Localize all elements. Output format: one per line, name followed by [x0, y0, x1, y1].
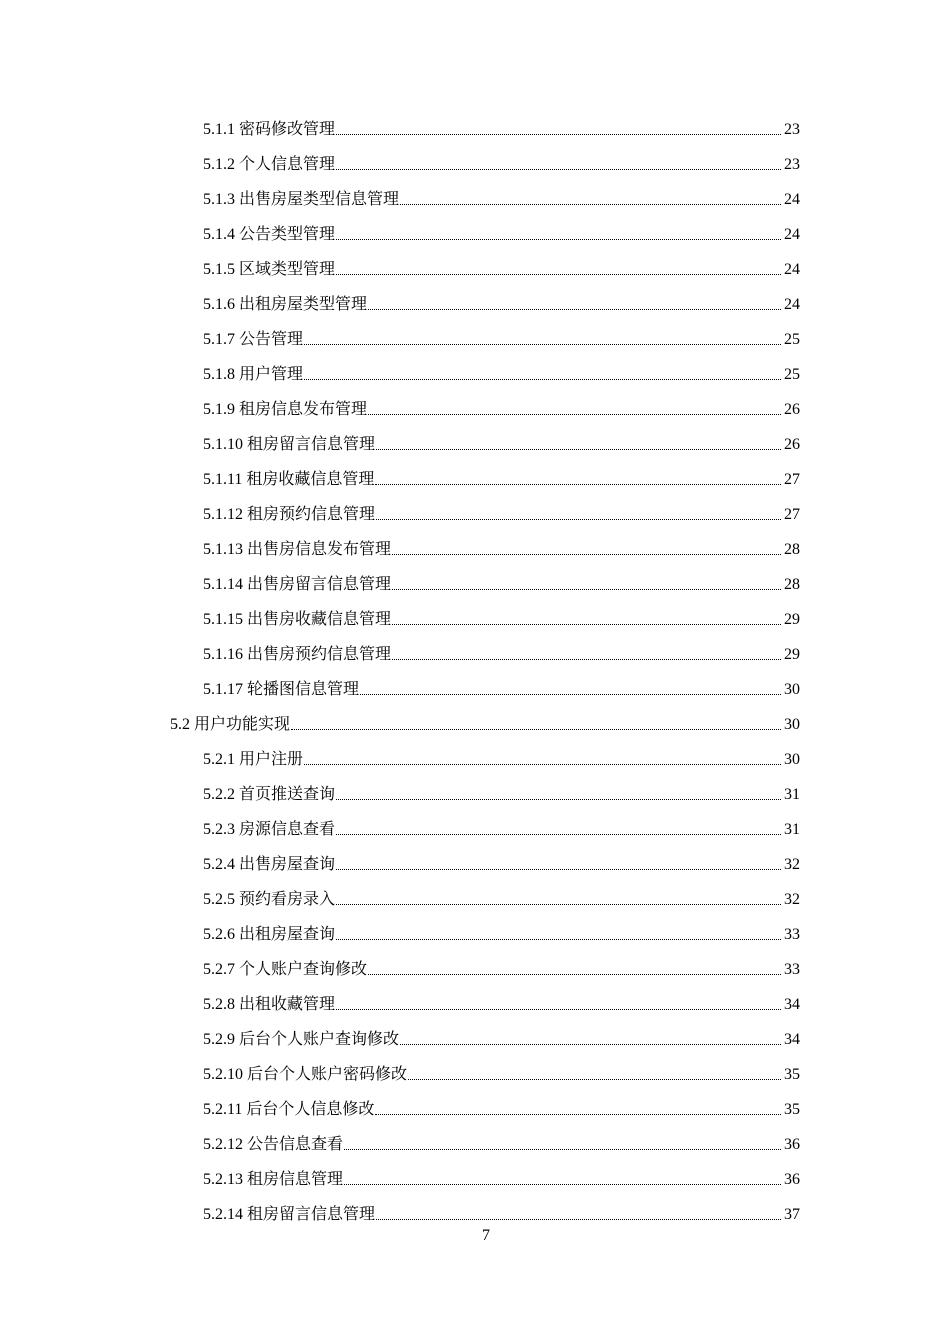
toc-dot-leader [360, 694, 781, 695]
toc-entry[interactable] [0, 635, 950, 670]
toc-dot-leader [375, 1114, 781, 1115]
toc-entry-page: 33 [784, 926, 800, 943]
toc-dot-leader [408, 1079, 781, 1080]
toc-entry[interactable] [0, 215, 950, 250]
toc-entry-page: 24 [784, 191, 800, 208]
toc-entry[interactable] [0, 1020, 950, 1055]
toc-dot-leader [400, 1044, 781, 1045]
toc-dot-leader [304, 344, 781, 345]
toc-entry-title: 5.2.4 出售房屋查询 [203, 856, 336, 873]
toc-dot-leader [336, 169, 781, 170]
toc-entry-title: 5.1.13 出售房信息发布管理 [203, 541, 392, 558]
toc-dot-leader [376, 519, 781, 520]
table-of-contents [0, 110, 950, 1230]
toc-entry-page: 26 [784, 436, 800, 453]
toc-entry-page: 31 [784, 786, 800, 803]
toc-entry-title: 5.1.12 租房预约信息管理 [203, 506, 376, 523]
toc-entry[interactable] [0, 985, 950, 1020]
toc-dot-leader [392, 659, 781, 660]
toc-dot-leader [291, 729, 781, 730]
toc-entry-title: 5.2 用户功能实现 [170, 716, 291, 733]
toc-entry-page: 33 [784, 961, 800, 978]
toc-entry-title: 5.2.12 公告信息查看 [203, 1136, 344, 1153]
toc-entry[interactable] [0, 250, 950, 285]
toc-entry[interactable] [0, 705, 950, 740]
toc-entry[interactable] [0, 390, 950, 425]
toc-dot-leader [344, 1149, 781, 1150]
toc-entry-title: 5.1.15 出售房收藏信息管理 [203, 611, 392, 628]
toc-dot-leader [400, 204, 781, 205]
toc-entry-page: 32 [784, 856, 800, 873]
toc-entry-page: 36 [784, 1171, 800, 1188]
toc-entry-page: 29 [784, 611, 800, 628]
toc-dot-leader [376, 1219, 781, 1220]
toc-entry-title: 5.1.5 区域类型管理 [203, 261, 336, 278]
toc-entry-title: 5.2.10 后台个人账户密码修改 [203, 1066, 408, 1083]
toc-entry-page: 24 [784, 261, 800, 278]
toc-entry-title: 5.2.1 用户注册 [203, 751, 304, 768]
toc-entry[interactable] [0, 775, 950, 810]
toc-dot-leader [392, 624, 781, 625]
toc-dot-leader [368, 414, 781, 415]
toc-dot-leader [336, 869, 781, 870]
toc-entry-page: 30 [784, 751, 800, 768]
toc-entry[interactable] [0, 915, 950, 950]
toc-dot-leader [336, 904, 781, 905]
toc-entry[interactable] [0, 180, 950, 215]
toc-entry-page: 32 [784, 891, 800, 908]
toc-entry[interactable] [0, 845, 950, 880]
toc-entry-title: 5.2.13 租房信息管理 [203, 1171, 344, 1188]
toc-entry[interactable] [0, 810, 950, 845]
toc-entry-page: 24 [784, 296, 800, 313]
toc-entry-title: 5.1.4 公告类型管理 [203, 226, 336, 243]
toc-entry[interactable] [0, 670, 950, 705]
toc-dot-leader [336, 1009, 781, 1010]
toc-dot-leader [336, 834, 781, 835]
toc-entry-page: 27 [784, 506, 800, 523]
toc-entry-title: 5.1.3 出售房屋类型信息管理 [203, 191, 400, 208]
toc-entry-title: 5.2.8 出租收藏管理 [203, 996, 336, 1013]
toc-entry-title: 5.2.7 个人账户查询修改 [203, 961, 368, 978]
toc-entry-page: 24 [784, 226, 800, 243]
toc-entry-title: 5.2.14 租房留言信息管理 [203, 1206, 376, 1223]
toc-entry-page: 37 [784, 1206, 800, 1223]
toc-entry[interactable] [0, 1125, 950, 1160]
toc-entry-page: 35 [784, 1066, 800, 1083]
toc-entry[interactable] [0, 425, 950, 460]
toc-dot-leader [375, 484, 781, 485]
toc-entry-page: 29 [784, 646, 800, 663]
toc-entry[interactable] [0, 740, 950, 775]
toc-dot-leader [392, 589, 781, 590]
toc-entry[interactable] [0, 110, 950, 145]
toc-entry-title: 5.2.11 后台个人信息修改 [203, 1101, 375, 1118]
toc-entry-page: 34 [784, 996, 800, 1013]
toc-entry[interactable] [0, 145, 950, 180]
toc-entry-page: 23 [784, 156, 800, 173]
toc-entry[interactable] [0, 1195, 950, 1230]
toc-dot-leader [368, 309, 781, 310]
toc-entry-page: 30 [784, 716, 800, 733]
toc-entry-title: 5.1.2 个人信息管理 [203, 156, 336, 173]
toc-entry-page: 36 [784, 1136, 800, 1153]
toc-entry-title: 5.2.6 出租房屋查询 [203, 926, 336, 943]
toc-entry[interactable] [0, 495, 950, 530]
toc-entry-page: 26 [784, 401, 800, 418]
toc-entry-page: 30 [784, 681, 800, 698]
toc-entry-title: 5.1.10 租房留言信息管理 [203, 436, 376, 453]
toc-entry[interactable] [0, 355, 950, 390]
toc-entry-title: 5.2.3 房源信息查看 [203, 821, 336, 838]
toc-entry[interactable] [0, 320, 950, 355]
toc-entry-title: 5.1.7 公告管理 [203, 331, 304, 348]
toc-entry-page: 25 [784, 366, 800, 383]
toc-dot-leader [376, 449, 781, 450]
toc-dot-leader [392, 554, 781, 555]
toc-entry-title: 5.2.9 后台个人账户查询修改 [203, 1031, 400, 1048]
toc-entry[interactable] [0, 880, 950, 915]
toc-dot-leader [336, 134, 781, 135]
page-number: 7 [482, 1227, 490, 1244]
toc-entry[interactable] [0, 950, 950, 985]
toc-entry-page: 34 [784, 1031, 800, 1048]
toc-entry-title: 5.1.14 出售房留言信息管理 [203, 576, 392, 593]
toc-dot-leader [336, 939, 781, 940]
toc-entry-title: 5.1.6 出租房屋类型管理 [203, 296, 368, 313]
toc-entry-page: 35 [784, 1101, 800, 1118]
toc-dot-leader [336, 799, 781, 800]
toc-entry-title: 5.1.1 密码修改管理 [203, 121, 336, 138]
toc-entry[interactable] [0, 460, 950, 495]
toc-entry[interactable] [0, 565, 950, 600]
toc-entry[interactable] [0, 1160, 950, 1195]
toc-entry[interactable] [0, 285, 950, 320]
toc-dot-leader [304, 764, 781, 765]
toc-entry[interactable] [0, 600, 950, 635]
toc-entry[interactable] [0, 1055, 950, 1090]
toc-entry-page: 31 [784, 821, 800, 838]
toc-dot-leader [368, 974, 781, 975]
toc-dot-leader [336, 274, 781, 275]
toc-entry-title: 5.2.5 预约看房录入 [203, 891, 336, 908]
toc-dot-leader [336, 239, 781, 240]
toc-entry[interactable] [0, 1090, 950, 1125]
toc-entry-page: 23 [784, 121, 800, 138]
toc-entry-title: 5.2.2 首页推送查询 [203, 786, 336, 803]
toc-entry-title: 5.1.9 租房信息发布管理 [203, 401, 368, 418]
toc-entry-title: 5.1.16 出售房预约信息管理 [203, 646, 392, 663]
toc-entry-page: 28 [784, 576, 800, 593]
toc-entry-page: 25 [784, 331, 800, 348]
toc-entry-title: 5.1.8 用户管理 [203, 366, 304, 383]
toc-entry-page: 28 [784, 541, 800, 558]
toc-entry-title: 5.1.11 租房收藏信息管理 [203, 471, 375, 488]
toc-entry-title: 5.1.17 轮播图信息管理 [203, 681, 360, 698]
toc-entry-page: 27 [784, 471, 800, 488]
toc-dot-leader [344, 1184, 781, 1185]
toc-dot-leader [304, 379, 781, 380]
toc-entry[interactable] [0, 530, 950, 565]
